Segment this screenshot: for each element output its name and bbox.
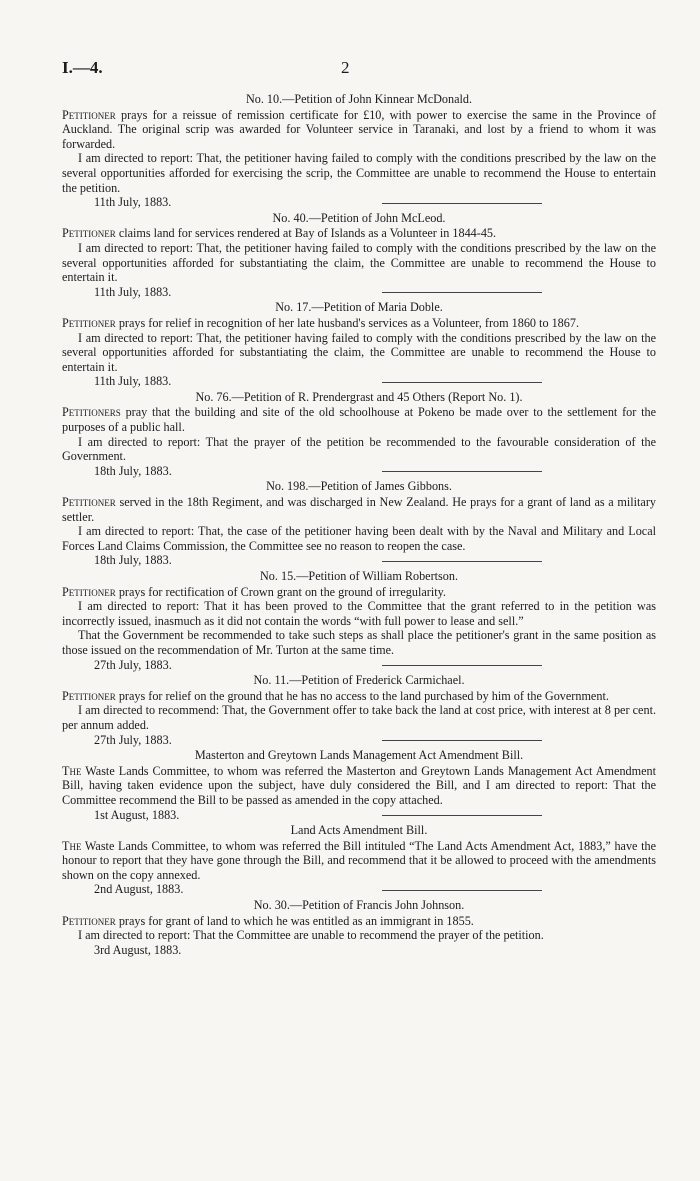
entry-lead-word: Petitioner	[62, 315, 116, 330]
entry-body-text: claims land for services rendered at Bay of Islands as a Volunteer in 1844-45.	[115, 226, 497, 241]
entry-date: 18th July, 1883.	[94, 553, 172, 568]
entry-date: 3rd August, 1883.	[94, 942, 182, 957]
entry-body-text: prays for relief in recognition of her late husband's services as a Volunteer, from 1860 to 1867.	[115, 315, 580, 330]
entry-date: 11th July, 1883.	[94, 195, 172, 210]
entry-body	[62, 495, 656, 524]
entry-date: 2nd August, 1883.	[94, 882, 184, 897]
entry-body	[62, 764, 656, 808]
entry-body-text: Waste Lands Committee, to whom was referred the Bill intituled “The Land Acts Amendment Act, 1883,” have the honour to report that they have gone through the Bill, and recommend that it be allowed to proceed with the amendments shown on the copy annexed.	[62, 838, 656, 882]
petition-entry	[62, 479, 656, 568]
petition-entry	[62, 211, 656, 300]
entry-lead-word: Petitioners	[62, 405, 121, 420]
petition-entry	[62, 898, 656, 957]
entry-body	[62, 108, 656, 152]
separator-rule	[382, 382, 542, 383]
separator-rule	[382, 471, 542, 472]
entry-body-text: prays for relief on the ground that he has no access to the land purchased by him of the Government.	[115, 688, 609, 703]
entry-body	[62, 914, 656, 929]
entry-title: No. 30.—Petition of Francis John Johnson.	[253, 898, 465, 913]
entry-date: 11th July, 1883.	[94, 284, 172, 299]
entry-date: 1st August, 1883.	[94, 807, 180, 822]
report-column	[62, 92, 656, 957]
petition-entry	[62, 673, 656, 747]
separator-rule	[382, 292, 542, 293]
entry-title: No. 40.—Petition of John McLeod.	[272, 210, 446, 225]
entry-title: No. 10.—Petition of John Kinnear McDonald.	[245, 92, 473, 106]
separator-rule	[382, 665, 542, 666]
entry-title: Land Acts Amendment Bill.	[290, 823, 428, 838]
petition-entry	[62, 390, 656, 479]
entry-report: I am directed to report: That, the petitioner having failed to comply with the conditions prescribed by the law on the several opportunities afforded for substantiating the claim, the Committee are unable to recommend the House to entertain it.	[62, 330, 656, 374]
entry-lead-word: The	[62, 838, 82, 853]
petition-entry	[62, 748, 656, 822]
entry-date: 27th July, 1883.	[94, 657, 172, 672]
entry-lead-word: Petitioner	[62, 913, 116, 928]
entry-report: I am directed to report: That, the petitioner having failed to comply with the conditions prescribed by the law on the several opportunities afforded for substantiating the claim, the Committee are unable to recommend the House to entertain it.	[62, 240, 656, 285]
separator-rule	[382, 203, 542, 204]
petition-entry	[62, 300, 656, 389]
entry-body	[62, 316, 656, 331]
entry-body-text: served in the 18th Regiment, and was discharged in New Zealand. He prays for a grant of land as a military settler.	[62, 495, 656, 524]
entry-lead-word: The	[62, 763, 82, 778]
entry-lead-word: Petitioner	[62, 584, 116, 599]
entry-body-text: prays for grant of land to which he was entitled as an immigrant in 1855.	[115, 913, 474, 928]
entry-lead-word: Petitioner	[62, 107, 116, 122]
entry-body	[62, 226, 656, 241]
petition-entry	[62, 92, 656, 210]
entry-report: I am directed to report: That, the petitioner having failed to comply with the conditions prescribed by the law on the several opportunities afforded for exercising the scrip, the Committee are unable to recommend the House to entertain the petition.	[62, 151, 656, 195]
entry-report: I am directed to report: That it has been proved to the Committee that the grant referred to in the petition was incorrectly issued, inasmuch as it did not contain the words “with full power to lease and sell.”	[62, 599, 656, 628]
entry-date: 11th July, 1883.	[94, 374, 172, 389]
entry-lead-word: Petitioner	[62, 226, 116, 241]
entry-body	[62, 689, 656, 704]
entry-date: 27th July, 1883.	[94, 732, 172, 747]
entry-title: No. 198.—Petition of James Gibbons.	[266, 479, 452, 494]
entry-body-text: pray that the building and site of the old schoolhouse at Pokeno be made over to the settlement for the purposes of a public hall.	[62, 405, 656, 435]
entry-title: No. 76.—Petition of R. Prendergrast and 45 Others (Report No. 1).	[195, 389, 523, 404]
separator-rule	[382, 561, 542, 562]
page-number: 2	[341, 58, 350, 77]
petition-entry	[62, 569, 656, 672]
entry-report-continued: That the Government be recommended to take such steps as shall place the petitioner's grant in the same position as those issued on the recommendation of Mr. Turton at the same time.	[62, 628, 656, 657]
separator-rule	[382, 890, 542, 891]
entry-title: No. 15.—Petition of William Robertson.	[260, 569, 458, 583]
paper-reference: I.—4.	[62, 58, 103, 77]
entry-title: Masterton and Greytown Lands Management Act Amendment Bill.	[194, 748, 524, 763]
entry-title: No. 17.—Petition of Maria Doble.	[275, 300, 443, 315]
entry-title: No. 11.—Petition of Frederick Carmichael.	[253, 673, 465, 688]
entry-body-text: Waste Lands Committee, to whom was referred the Masterton and Greytown Lands Management Act Amendment Bill, having taken evidence upon the subject, have duly considered the Bill, and I am directed to report: That the Committee recommend the Bill to be passed as amended in the copy attached.	[62, 763, 656, 807]
entry-lead-word: Petitioner	[62, 495, 116, 510]
entry-report: I am directed to report: That the Committee are unable to recommend the prayer of the petition.	[78, 928, 544, 943]
entry-report: I am directed to report: That, the case of the petitioner having been dealt with by the Naval and Military and Local Forces Land Claims Commission, the Committee see no reason to reopen the case.	[62, 524, 656, 553]
entry-body-text: prays for a reissue of remission certificate for £10, with power to exercise the same in the Province of Auckland. The original scrip was awarded for Volunteer service in Taranaki, and lost by a friend to whom it was forwarded.	[62, 107, 656, 151]
entry-report: I am directed to report: That the prayer of the petition be recommended to the favourable consideration of the Government.	[62, 434, 656, 464]
entry-report: I am directed to recommend: That, the Government offer to take back the land at cost price, with interest at 8 per cent. per annum added.	[62, 703, 656, 732]
separator-rule	[382, 815, 542, 816]
entry-lead-word: Petitioner	[62, 688, 116, 703]
entry-body	[62, 839, 656, 883]
entry-body	[62, 585, 656, 600]
separator-rule	[382, 740, 542, 741]
petition-entry	[62, 823, 656, 897]
entry-body-text: prays for rectification of Crown grant on the ground of irregularity.	[115, 584, 446, 599]
entry-body	[62, 405, 656, 434]
entry-date: 18th July, 1883.	[94, 463, 172, 478]
